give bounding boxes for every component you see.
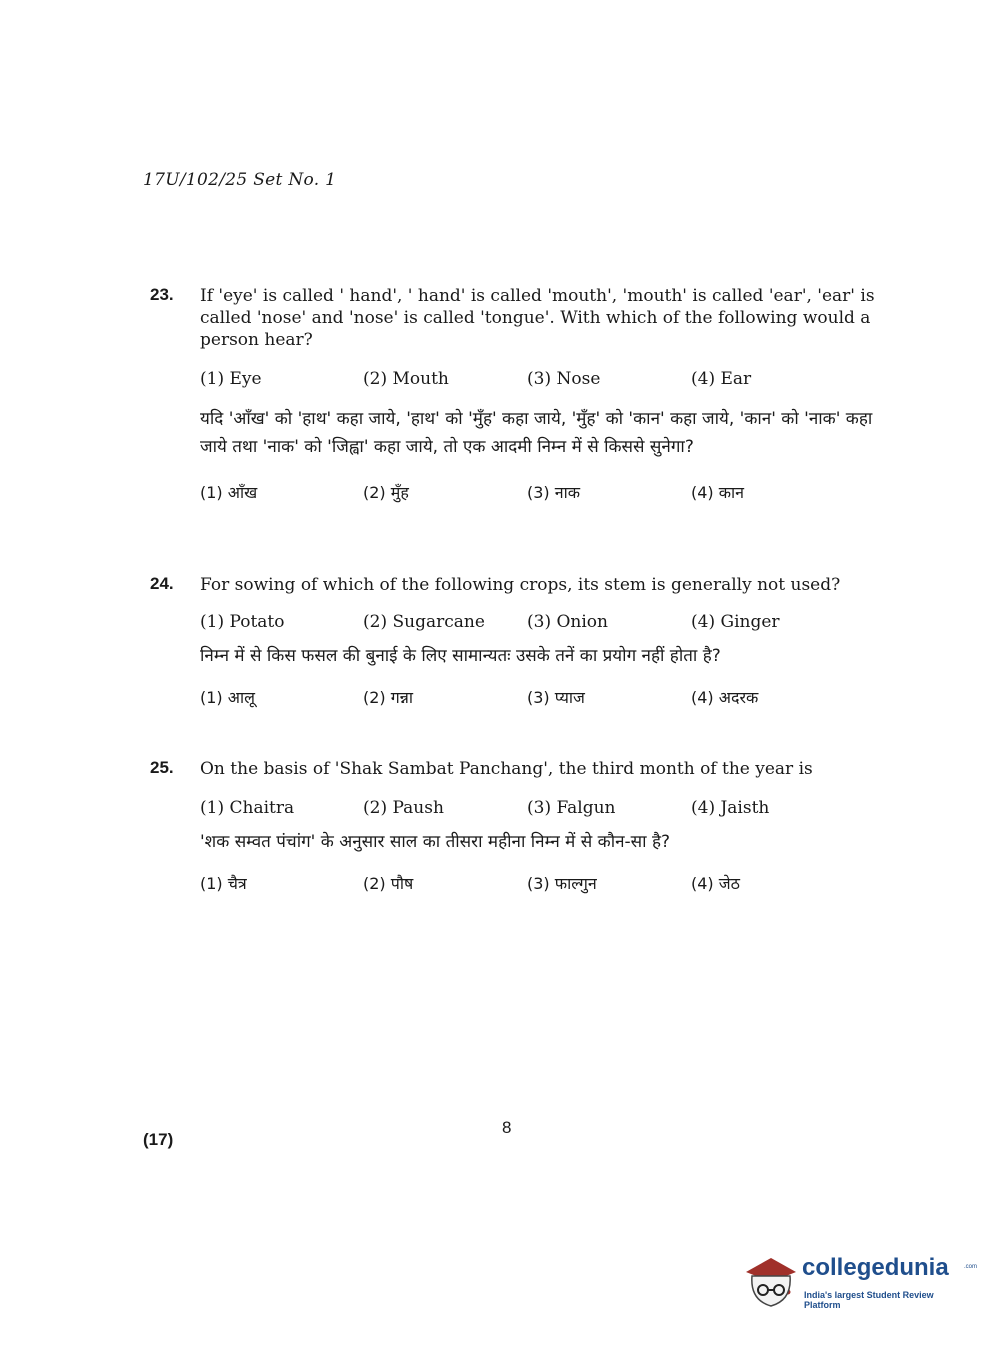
option-4-hi: (4) जेठ <box>691 874 740 893</box>
option-3: (3) Falgun <box>527 798 616 818</box>
logo-tagline: India's largest Student Review Platform <box>804 1290 934 1310</box>
question-text-en: On the basis of 'Shak Sambat Panchang', the third month of the year is <box>200 759 813 779</box>
options-hi <box>200 686 880 716</box>
options-en <box>200 369 880 399</box>
question-text-hi: यदि 'आँख' को 'हाथ' कहा जाये, 'हाथ' को 'मुँह' कहा जाये, 'मुँह' को 'कान' कहा जाये, 'कान' को 'नाक' कहा जाये तथा 'नाक' को 'जिह्वा' कहा जाये, तो एक आदमी निम्न में से किससे सुनेगा? <box>200 409 873 457</box>
option-3: (3) Onion <box>527 612 608 632</box>
option-2-hi: (2) पौष <box>363 874 414 893</box>
question-text-hi: 'शक सम्वत पंचांग' के अनुसार साल का तीसरा महीना निम्न में से कौन-सा है? <box>200 832 671 852</box>
option-4: (4) Ginger <box>691 612 780 632</box>
option-3: (3) Nose <box>527 369 601 389</box>
option-3-hi: (3) प्याज <box>527 688 585 707</box>
options-hi <box>200 872 880 902</box>
paper-code: 17U/102/25 Set No. 1 <box>143 170 337 190</box>
option-4-hi: (4) अदरक <box>691 688 759 707</box>
option-1: (1) Potato <box>200 612 285 632</box>
question-24 <box>150 574 880 716</box>
question-25 <box>150 758 880 902</box>
page-number: 8 <box>502 1118 512 1137</box>
option-2-hi: (2) मुँह <box>363 483 409 502</box>
option-1-hi: (1) आँख <box>200 483 258 502</box>
question-number: 23. <box>150 285 174 304</box>
question-text-en: If 'eye' is called ' hand', ' hand' is called 'mouth', 'mouth' is called 'ear', 'ear' is called 'nose' and 'nose' is called 'tongue'. With which of the following would a person hear? <box>200 286 875 350</box>
mascot-icon <box>742 1250 800 1314</box>
logo-suffix: .com <box>964 1264 978 1270</box>
option-4-hi: (4) कान <box>691 483 745 502</box>
option-3-hi: (3) फाल्गुन <box>527 874 597 893</box>
option-1: (1) Chaitra <box>200 798 295 818</box>
options-en <box>200 612 880 642</box>
option-3-hi: (3) नाक <box>527 483 581 502</box>
option-2: (2) Paush <box>363 798 444 818</box>
option-2: (2) Sugarcane <box>363 612 485 632</box>
option-2-hi: (2) गन्ना <box>363 688 414 707</box>
option-2: (2) Mouth <box>363 369 449 389</box>
footer-code: (17) <box>143 1130 174 1149</box>
question-text-en: For sowing of which of the following crops, its stem is generally not used? <box>200 575 841 595</box>
question-number: 24. <box>150 574 174 593</box>
collegedunia-logo <box>742 1250 978 1314</box>
option-4: (4) Jaisth <box>691 798 770 818</box>
options-hi <box>200 481 880 511</box>
question-text-hi: निम्न में से किस फसल की बुनाई के लिए सामान्यतः उसके तनें का प्रयोग नहीं होता है? <box>200 646 721 666</box>
option-1-hi: (1) आलू <box>200 688 255 707</box>
option-1-hi: (1) चैत्र <box>200 874 247 893</box>
logo-wordmark: collegedunia <box>802 1254 949 1281</box>
option-4: (4) Ear <box>691 369 752 389</box>
question-23 <box>150 285 880 511</box>
option-1: (1) Eye <box>200 369 262 389</box>
question-number: 25. <box>150 758 174 777</box>
options-en <box>200 798 880 828</box>
